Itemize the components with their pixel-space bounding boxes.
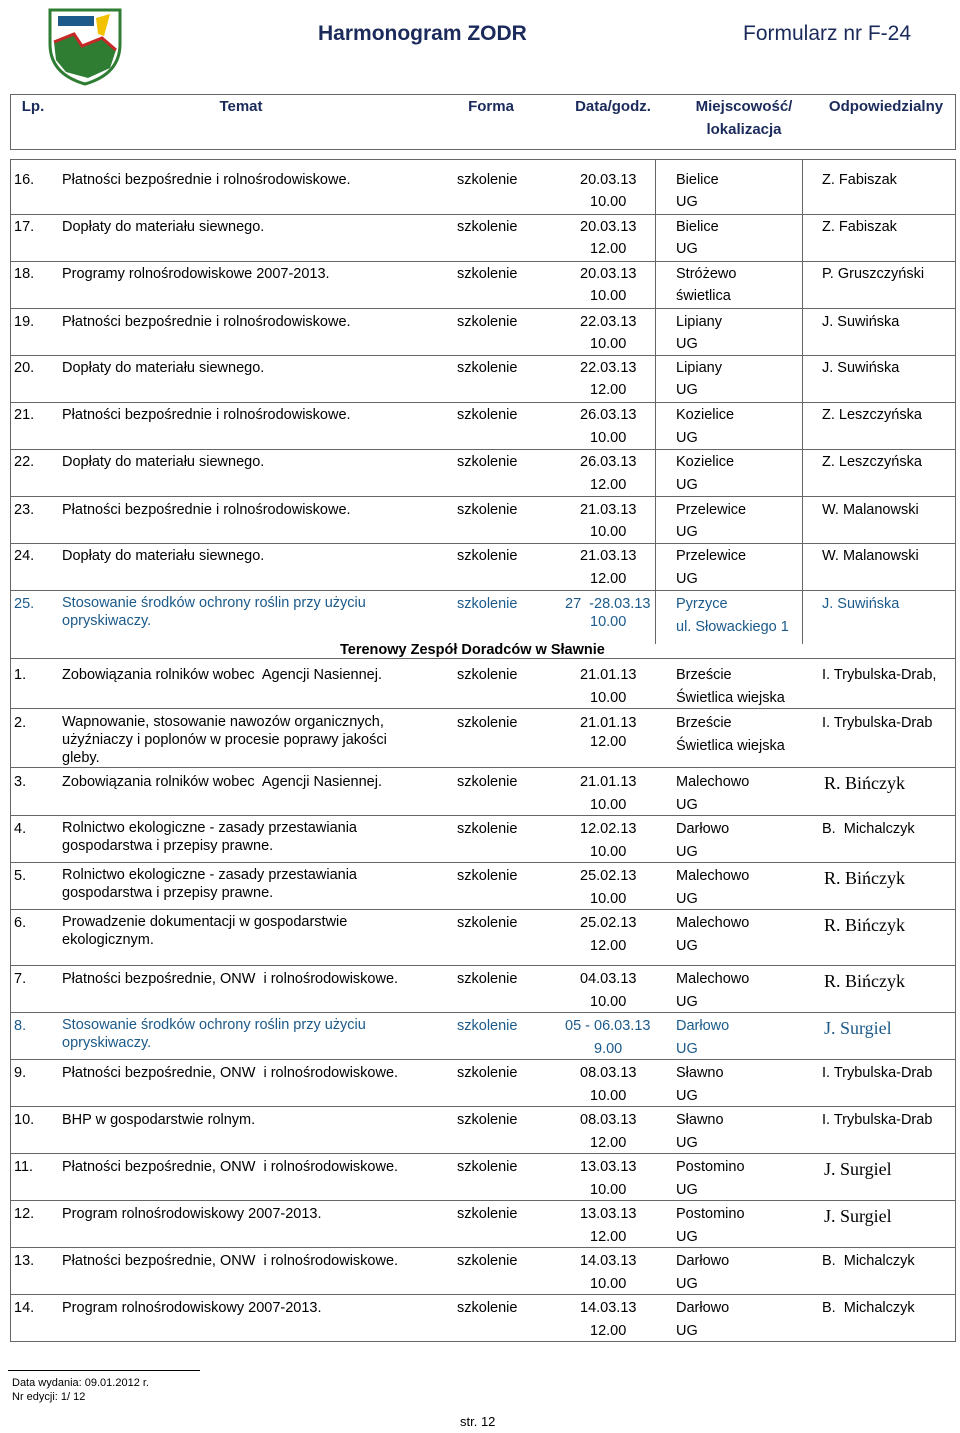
row-time: 10.00 <box>590 994 627 1010</box>
row-time: 10.00 <box>590 1182 627 1198</box>
row-time: 12.00 <box>590 477 627 493</box>
row-form: szkolenie <box>457 1206 518 1222</box>
row-responsible: Z. Fabiszak <box>822 219 897 235</box>
row-date: 26.03.13 <box>580 407 637 423</box>
row-topic: Zobowiązania rolników wobec Agencji Nasiennej. <box>62 667 382 683</box>
row-place: Lipiany <box>676 314 722 330</box>
row-number: 12. <box>14 1206 35 1222</box>
row-place: Brzeście <box>676 715 732 731</box>
row-date: 04.03.13 <box>580 971 637 987</box>
row-place: Malechowo <box>676 971 750 987</box>
row-form: szkolenie <box>457 502 518 518</box>
row-divider <box>10 449 956 450</box>
row-number: 4. <box>14 821 27 837</box>
row-number: 24. <box>14 548 35 564</box>
row-divider <box>10 590 956 591</box>
row-date: 27 -28.03.13 <box>565 596 651 612</box>
row-divider <box>10 308 956 309</box>
row-topic: Rolnictwo ekologiczne - zasady przestawiania gospodarstwa i przepisy prawne. <box>62 867 357 901</box>
row-form: szkolenie <box>457 821 518 837</box>
row-number: 14. <box>14 1300 35 1316</box>
row-responsible: R. Bińczyk <box>824 971 905 991</box>
column-location <box>689 95 799 141</box>
row-form: szkolenie <box>457 172 518 188</box>
row-topic: Płatności bezpośrednie i rolnośrodowiskowe. <box>62 314 351 330</box>
row-responsible: B. Michalczyk <box>822 1253 915 1269</box>
row-topic: Rolnictwo ekologiczne - zasady przestawiania gospodarstwa i przepisy prawne. <box>62 820 357 854</box>
row-number: 16. <box>14 172 35 188</box>
row-responsible: J. Surgiel <box>824 1206 892 1226</box>
row-responsible: I. Trybulska-Drab, <box>822 667 937 683</box>
row-date: 25.02.13 <box>580 915 637 931</box>
row-responsible: J. Surgiel <box>824 1159 892 1179</box>
row-place: Kozielice <box>676 407 735 423</box>
row-responsible: I. Trybulska-Drab <box>822 715 933 731</box>
row-responsible: J. Surgiel <box>824 1018 892 1038</box>
row-date: 08.03.13 <box>580 1065 637 1081</box>
row-topic: BHP w gospodarstwie rolnym. <box>62 1112 256 1128</box>
row-form: szkolenie <box>457 454 518 470</box>
edition-number: Nr edycji: 1/ 12 <box>12 1391 86 1403</box>
row-responsible: B. Michalczyk <box>822 821 915 837</box>
row-divider <box>10 1247 956 1248</box>
column-responsible: Odpowiedzialny <box>828 98 944 115</box>
row-place: Przelewice <box>676 548 747 564</box>
row-divider <box>10 355 956 356</box>
row-topic: Dopłaty do materiału siewnego. <box>62 219 265 235</box>
row-topic: Wapnowanie, stosowanie nawozów organicznych, użyźniaczy i poplonów w procesie poprawy jakości gleby. <box>62 714 387 766</box>
logo <box>44 4 126 86</box>
row-date: 05 - 06.03.13 <box>565 1018 651 1034</box>
row-form: szkolenie <box>457 1159 518 1175</box>
row-divider <box>10 909 956 910</box>
column-topic: Temat <box>219 98 263 115</box>
row-topic: Płatności bezpośrednie, ONW i rolnośrodowiskowe. <box>62 971 399 987</box>
row-location: UG <box>676 1276 698 1292</box>
row-date: 21.03.13 <box>580 548 637 564</box>
row-place: Brzeście <box>676 667 732 683</box>
row-time: 10.00 <box>590 1276 627 1292</box>
row-time: 10.00 <box>590 797 627 813</box>
row-time: 10.00 <box>590 891 627 907</box>
row-divider <box>10 214 956 215</box>
row-divider <box>10 708 956 709</box>
row-location: UG <box>676 1229 698 1245</box>
row-divider <box>10 496 956 497</box>
row-number: 1. <box>14 667 27 683</box>
row-date: 22.03.13 <box>580 314 637 330</box>
row-divider <box>10 1200 956 1201</box>
column-header-row <box>10 94 956 150</box>
row-form: szkolenie <box>457 1112 518 1128</box>
row-topic: Zobowiązania rolników wobec Agencji Nasiennej. <box>62 774 382 790</box>
row-divider <box>10 862 956 863</box>
row-number: 3. <box>14 774 27 790</box>
row-topic: Płatności bezpośrednie, ONW i rolnośrodowiskowe. <box>62 1065 399 1081</box>
row-form: szkolenie <box>457 1065 518 1081</box>
row-number: 23. <box>14 502 35 518</box>
row-number: 18. <box>14 266 35 282</box>
footer-rule <box>8 1370 200 1371</box>
row-form: szkolenie <box>457 219 518 235</box>
row-form: szkolenie <box>457 1018 518 1034</box>
row-time: 10.00 <box>590 614 627 630</box>
row-place: Bielice <box>676 219 719 235</box>
row-date: 12.02.13 <box>580 821 637 837</box>
row-number: 9. <box>14 1065 27 1081</box>
row-time: 12.00 <box>590 382 627 398</box>
row-date: 20.03.13 <box>580 266 637 282</box>
row-topic: Płatności bezpośrednie, ONW i rolnośrodowiskowe. <box>62 1253 399 1269</box>
row-responsible: R. Bińczyk <box>824 868 905 888</box>
row-location: UG <box>676 891 698 907</box>
row-form: szkolenie <box>457 774 518 790</box>
row-form: szkolenie <box>457 868 518 884</box>
row-place: Lipiany <box>676 360 722 376</box>
row-date: 13.03.13 <box>580 1206 637 1222</box>
row-date: 21.01.13 <box>580 667 637 683</box>
row-place: Malechowo <box>676 868 750 884</box>
row-location: UG <box>676 571 698 587</box>
row-location: świetlica <box>676 288 731 304</box>
row-place: Malechowo <box>676 774 750 790</box>
row-date: 13.03.13 <box>580 1159 637 1175</box>
column-location-line-1: Miejscowość/ <box>695 98 793 115</box>
row-responsible: J. Suwińska <box>822 314 900 330</box>
column-lp: Lp. <box>21 98 45 115</box>
column-date-time: Data/godz. <box>575 98 651 115</box>
row-number: 10. <box>14 1112 35 1128</box>
row-divider <box>10 261 956 262</box>
row-responsible: W. Malanowski <box>822 548 919 564</box>
row-place: Darłowo <box>676 1300 730 1316</box>
row-topic: Program rolnośrodowiskowy 2007-2013. <box>62 1206 322 1222</box>
row-location: UG <box>676 797 698 813</box>
row-form: szkolenie <box>457 266 518 282</box>
row-topic: Programy rolnośrodowiskowe 2007-2013. <box>62 266 330 282</box>
row-location: UG <box>676 994 698 1010</box>
row-time: 10.00 <box>590 194 627 210</box>
document-title: Harmonogram ZODR <box>318 22 527 45</box>
row-place: Sławno <box>676 1065 724 1081</box>
row-divider <box>10 1106 956 1107</box>
row-form: szkolenie <box>457 915 518 931</box>
row-form: szkolenie <box>457 314 518 330</box>
row-time: 12.00 <box>590 241 627 257</box>
row-location: Świetlica wiejska <box>676 738 785 754</box>
row-number: 19. <box>14 314 35 330</box>
row-number: 7. <box>14 971 27 987</box>
row-location: UG <box>676 336 698 352</box>
row-responsible: W. Malanowski <box>822 502 919 518</box>
row-location: UG <box>676 844 698 860</box>
row-responsible: P. Gruszczyński <box>822 266 925 282</box>
row-date: 21.03.13 <box>580 502 637 518</box>
row-responsible: R. Bińczyk <box>824 915 905 935</box>
row-location: Świetlica wiejska <box>676 690 785 706</box>
column-location-line-2: lokalizacja <box>706 121 782 138</box>
row-time: 12.00 <box>590 571 627 587</box>
row-time: 10.00 <box>590 524 627 540</box>
row-time: 10.00 <box>590 430 627 446</box>
row-divider <box>10 402 956 403</box>
row-topic: Płatności bezpośrednie i rolnośrodowiskowe. <box>62 407 351 423</box>
row-place: Darłowo <box>676 1253 730 1269</box>
row-form: szkolenie <box>457 1253 518 1269</box>
row-topic: Stosowanie środków ochrony roślin przy użyciu opryskiwaczy. <box>62 595 366 629</box>
row-date: 20.03.13 <box>580 172 637 188</box>
row-place: Kozielice <box>676 454 735 470</box>
row-divider <box>10 1059 956 1060</box>
row-form: szkolenie <box>457 971 518 987</box>
row-location: UG <box>676 1088 698 1104</box>
row-divider <box>10 543 956 544</box>
row-number: 20. <box>14 360 35 376</box>
row-place: Przelewice <box>676 502 747 518</box>
row-location: UG <box>676 194 698 210</box>
row-date: 26.03.13 <box>580 454 637 470</box>
row-divider <box>10 1153 956 1154</box>
row-location: UG <box>676 1135 698 1151</box>
team-heading: Terenowy Zespół Doradców w Sławnie <box>340 642 605 658</box>
row-date: 14.03.13 <box>580 1253 637 1269</box>
row-divider <box>10 1294 956 1295</box>
page-number: str. 12 <box>460 1414 496 1429</box>
row-topic: Płatności bezpośrednie i rolnośrodowiskowe. <box>62 502 351 518</box>
row-date: 21.01.13 <box>580 774 637 790</box>
row-responsible: I. Trybulska-Drab <box>822 1065 933 1081</box>
row-time: 10.00 <box>590 288 627 304</box>
row-location: UG <box>676 938 698 954</box>
row-responsible: Z. Leszczyńska <box>822 454 922 470</box>
row-date: 20.03.13 <box>580 219 637 235</box>
row-responsible: J. Suwińska <box>822 596 900 612</box>
row-time: 12.00 <box>590 1229 627 1245</box>
row-time: 12.00 <box>590 938 627 954</box>
row-place: Bielice <box>676 172 719 188</box>
row-responsible: Z. Leszczyńska <box>822 407 922 423</box>
row-date: 21.01.13 <box>580 715 637 731</box>
row-place: Postomino <box>676 1159 745 1175</box>
row-time: 10.00 <box>590 690 627 706</box>
row-location: ul. Słowackiego 1 <box>676 619 789 635</box>
row-divider <box>10 1012 956 1013</box>
row-responsible: R. Bińczyk <box>824 773 905 793</box>
row-form: szkolenie <box>457 667 518 683</box>
row-time: 12.00 <box>590 734 627 750</box>
row-location: UG <box>676 477 698 493</box>
row-form: szkolenie <box>457 548 518 564</box>
row-number: 22. <box>14 454 35 470</box>
row-place: Stróżewo <box>676 266 737 282</box>
row-topic: Płatności bezpośrednie, ONW i rolnośrodowiskowe. <box>62 1159 399 1175</box>
row-time: 12.00 <box>590 1323 627 1339</box>
row-location: UG <box>676 1041 698 1057</box>
row-divider <box>10 658 956 659</box>
row-responsible: J. Suwińska <box>822 360 900 376</box>
row-time: 10.00 <box>590 1088 627 1104</box>
issue-date: Data wydania: 09.01.2012 r. <box>12 1377 149 1389</box>
row-place: Sławno <box>676 1112 724 1128</box>
column-form: Forma <box>468 98 514 115</box>
row-form: szkolenie <box>457 407 518 423</box>
row-location: UG <box>676 1323 698 1339</box>
row-form: szkolenie <box>457 596 518 612</box>
row-location: UG <box>676 1182 698 1198</box>
row-divider <box>10 965 956 966</box>
row-number: 6. <box>14 915 27 931</box>
row-number: 2. <box>14 715 27 731</box>
row-location: UG <box>676 241 698 257</box>
row-place: Darłowo <box>676 1018 730 1034</box>
row-divider <box>10 767 956 768</box>
row-date: 25.02.13 <box>580 868 637 884</box>
row-topic: Płatności bezpośrednie i rolnośrodowiskowe. <box>62 172 351 188</box>
row-number: 17. <box>14 219 35 235</box>
row-topic: Prowadzenie dokumentacji w gospodarstwie ekologicznym. <box>62 914 348 948</box>
row-responsible: Z. Fabiszak <box>822 172 897 188</box>
row-time: 10.00 <box>590 336 627 352</box>
row-number: 11. <box>14 1159 34 1175</box>
row-location: UG <box>676 524 698 540</box>
row-place: Darłowo <box>676 821 730 837</box>
row-form: szkolenie <box>457 1300 518 1316</box>
row-time: 10.00 <box>590 844 627 860</box>
row-topic: Dopłaty do materiału siewnego. <box>62 360 265 376</box>
row-number: 25. <box>14 596 35 612</box>
row-date: 08.03.13 <box>580 1112 637 1128</box>
row-number: 5. <box>14 868 27 884</box>
row-place: Malechowo <box>676 915 750 931</box>
row-time: 12.00 <box>590 1135 627 1151</box>
row-form: szkolenie <box>457 715 518 731</box>
row-date: 14.03.13 <box>580 1300 637 1316</box>
row-topic: Dopłaty do materiału siewnego. <box>62 454 265 470</box>
row-location: UG <box>676 382 698 398</box>
form-number: Formularz nr F-24 <box>743 22 912 45</box>
row-topic: Stosowanie środków ochrony roślin przy użyciu opryskiwaczy. <box>62 1017 366 1051</box>
row-form: szkolenie <box>457 360 518 376</box>
row-date: 22.03.13 <box>580 360 637 376</box>
row-topic: Program rolnośrodowiskowy 2007-2013. <box>62 1300 322 1316</box>
row-place: Pyrzyce <box>676 596 728 612</box>
row-location: UG <box>676 430 698 446</box>
row-number: 8. <box>14 1018 27 1034</box>
row-place: Postomino <box>676 1206 745 1222</box>
row-responsible: B. Michalczyk <box>822 1300 915 1316</box>
row-number: 13. <box>14 1253 35 1269</box>
row-topic: Dopłaty do materiału siewnego. <box>62 548 265 564</box>
row-time: 9.00 <box>594 1041 623 1057</box>
row-number: 21. <box>14 407 35 423</box>
row-responsible: I. Trybulska-Drab <box>822 1112 933 1128</box>
row-divider <box>10 815 956 816</box>
